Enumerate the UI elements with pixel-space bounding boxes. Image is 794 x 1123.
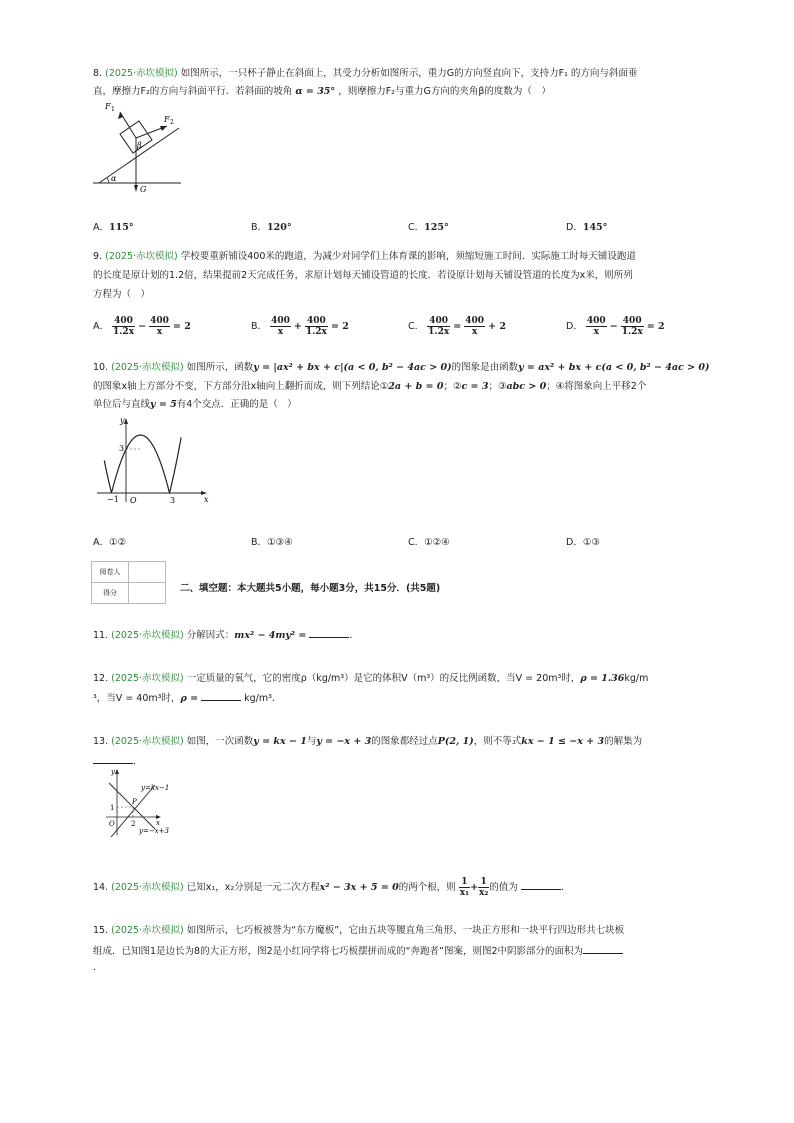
fraction — [464, 316, 485, 337]
numerator: 400 — [586, 316, 606, 326]
option-label: A． — [93, 321, 109, 332]
q15-text: 如图所示，七巧板被誉为“东方魔板”，它由五块等腰直角三角形、一块正方形和一块平行四边形共七块板 — [186, 925, 625, 936]
numerator: 400 — [112, 316, 135, 327]
fraction — [270, 316, 291, 337]
q14-number: 14. — [93, 882, 109, 893]
q13-text: ，则不等式 — [473, 736, 522, 747]
q8-alpha-arc — [107, 178, 109, 183]
q11-tail: ． — [349, 630, 359, 641]
q11-expr: mx² − 4my² = — [234, 630, 307, 641]
q11-text: 分解因式： — [186, 630, 235, 641]
q13-x-label: x — [156, 819, 160, 827]
q8-F2-label: F — [164, 115, 170, 124]
section2-title: 二、填空题：本大题共5小题，每小题3分，共15分．(共5题) — [180, 583, 441, 594]
q13-y-arrow — [115, 769, 119, 774]
q12-text: 一定质量的氧气，它的密度ρ（kg/m³）是它的体积V（m³）的反比例函数，当V = 20m³时， — [186, 673, 581, 684]
denominator: x₁ — [459, 888, 470, 898]
q12-source: (2025·赤坎模拟) — [111, 673, 184, 684]
option-value: ①③ — [582, 537, 600, 548]
q10-line1 — [93, 361, 709, 375]
q13-expr: kx − 1 ≤ −x + 3 — [521, 736, 605, 747]
q8-F1-label: F — [105, 102, 111, 111]
q12-number: 12. — [93, 673, 109, 684]
q13-origin: O — [109, 820, 115, 828]
q13-answer-blank[interactable] — [93, 753, 133, 764]
option-value: ①② — [109, 537, 127, 548]
q13-tick-2: 2 — [131, 820, 136, 828]
operator: − — [138, 321, 147, 332]
numerator: 400 — [305, 316, 328, 327]
q10-origin: O — [130, 496, 137, 505]
q10-expr: y = ax² + bx + c(a < 0, b² − 4ac > 0) — [518, 362, 710, 373]
option-label: B． — [251, 537, 268, 548]
fraction — [427, 316, 450, 337]
q9-option-d[interactable] — [566, 316, 665, 337]
q10-expr: y = 5 — [150, 399, 177, 410]
q9-option-c[interactable] — [408, 316, 506, 337]
q8-option-a[interactable] — [93, 219, 134, 233]
q10-option-d[interactable] — [566, 534, 600, 548]
operator: − — [609, 321, 618, 332]
q9-line2: 的长度是原计划的1.2倍，结果提前2天完成任务，求原计划每天铺设管道的长度．若设原计划每天铺设管道的长度为x米，则所列 — [93, 270, 633, 281]
option-label: D． — [566, 222, 583, 233]
q10-source: (2025·赤坎模拟) — [111, 362, 184, 373]
q8-text1: 如图所示，一只杯子静止在斜面上，其受力分析如图所示，重力G的方向竖直向下，支持力F₁ 的方向与斜面垂 — [180, 68, 638, 79]
q8-text2c: ，则摩擦力F₂与重力G方向的夹角β的度数为（ ） — [338, 86, 551, 97]
q13-expr: y = −x + 3 — [316, 736, 372, 747]
option-value: ①③④ — [267, 537, 293, 548]
q8-F2-sub: 2 — [170, 119, 174, 126]
q14-source: (2025·赤坎模拟) — [111, 882, 184, 893]
q9-option-b[interactable] — [251, 316, 349, 337]
rhs: = 2 — [172, 321, 191, 332]
q11-number: 11. — [93, 630, 109, 641]
score-cell[interactable] — [129, 583, 166, 604]
q13-point-P: P — [132, 798, 137, 806]
q10-expr: c = 3 — [461, 381, 489, 392]
q14-text: 的两个根，则 — [398, 882, 456, 893]
numerator: 400 — [150, 316, 169, 326]
q8-source: (2025·赤坎模拟) — [105, 68, 178, 79]
denominator: 1.2x — [428, 327, 450, 337]
q13-line1 — [93, 735, 642, 749]
q13-expr: y = kx − 1 — [253, 736, 307, 747]
score-label: 得分 — [92, 583, 129, 604]
rhs: = 2 — [646, 321, 665, 332]
denominator: x — [156, 327, 163, 337]
option-label: C． — [408, 321, 425, 332]
q8-number: 8. — [93, 68, 103, 79]
q9-number: 9. — [93, 251, 103, 262]
q13-tail: ． — [133, 756, 143, 767]
option-label: C． — [408, 537, 425, 548]
option-value: ①②④ — [424, 537, 450, 548]
option-value: 145° — [582, 222, 608, 233]
q10-text: 的图象是由函数 — [451, 362, 519, 373]
q8-line2 — [93, 85, 551, 99]
q12-line1 — [93, 672, 648, 686]
numerator: 400 — [271, 316, 290, 326]
q8-F1-sub: 1 — [111, 106, 115, 113]
q11-source: (2025·赤坎模拟) — [111, 630, 184, 641]
q9-source: (2025·赤坎模拟) — [105, 251, 178, 262]
operator: + — [293, 321, 302, 332]
q15-source: (2025·赤坎模拟) — [111, 925, 184, 936]
q12-text: kg/m³． — [244, 693, 282, 704]
q8-G-label: G — [140, 185, 147, 194]
fraction — [459, 877, 470, 898]
q10-expr: abc > 0 — [506, 381, 547, 392]
fraction — [586, 316, 607, 337]
q10-option-b[interactable] — [251, 534, 293, 548]
denominator: x — [593, 327, 599, 337]
q10-tick-3x: 3 — [170, 496, 176, 505]
q8-text2a: 直，摩擦力F₂的方向与斜面平行．若斜面的坡角 — [93, 86, 293, 97]
option-label: B． — [251, 222, 268, 233]
q13-graph — [93, 765, 183, 837]
numerator: 400 — [621, 316, 644, 327]
q10-text: ；② — [443, 381, 462, 392]
q8-option-d[interactable] — [566, 219, 607, 233]
option-label: A． — [93, 537, 109, 548]
q8-F2-head — [160, 126, 167, 131]
q14-line1 — [93, 877, 570, 898]
q8-G-head — [134, 185, 138, 192]
q12-answer-blank[interactable] — [201, 690, 241, 701]
score-table — [91, 561, 166, 604]
option-value: 115° — [109, 222, 134, 233]
q10-text: 的图象x轴上方部分不变，下方部分沿x轴向上翻折而成，则下列结论① — [93, 381, 389, 392]
q13-label-kx: y=kx−1 — [141, 784, 170, 792]
q13-label-negx: y=−x+3 — [139, 827, 169, 835]
numerator: 1 — [478, 877, 489, 888]
q10-text: 有4个交点．正确的是（ ） — [176, 399, 297, 410]
q11-line1 — [93, 627, 359, 643]
fraction — [621, 316, 644, 337]
q10-curve — [104, 435, 181, 493]
q10-text: ；④将图象向上平移2个 — [546, 381, 647, 392]
q8-beta-label: β — [137, 141, 142, 150]
q11-answer-blank[interactable] — [309, 627, 349, 638]
q14-answer-blank[interactable] — [521, 879, 561, 890]
option-label: D． — [566, 537, 583, 548]
q8-alpha-label: α — [111, 174, 117, 183]
q8-figure — [93, 100, 188, 195]
q13-expr: P(2, 1) — [437, 736, 474, 747]
q10-option-a[interactable] — [93, 534, 126, 548]
q10-option-c[interactable] — [408, 534, 450, 548]
q15-line3: ． — [93, 962, 103, 973]
q9-line3: 方程为（ ） — [93, 289, 151, 300]
q8-option-c[interactable] — [408, 219, 449, 233]
q14-text: 的值为 — [489, 882, 518, 893]
q9-option-a[interactable] — [93, 316, 191, 337]
q8-line1 — [93, 67, 637, 81]
q13-text: 的解集为 — [604, 736, 643, 747]
q12-line2 — [93, 690, 281, 706]
q13-source: (2025·赤坎模拟) — [111, 736, 184, 747]
grader-label: 阅卷人 — [92, 562, 129, 583]
q13-y-label: y — [111, 768, 115, 776]
q13-tick-1: 1 — [110, 804, 115, 812]
q10-tick-3y: 3 — [119, 444, 125, 453]
q10-y-arrow — [124, 418, 128, 424]
q14-tail: ． — [560, 882, 571, 893]
q10-expr: y = |ax² + bx + c|(a < 0, b² − 4ac > 0) — [253, 362, 452, 373]
q9-line1 — [93, 250, 636, 264]
q12-expr: ρ = 1.36 — [580, 673, 625, 684]
q12-text: ³，当V = 40m³时， — [93, 693, 181, 704]
q10-y-label: y — [120, 416, 125, 425]
q10-tick-m1: −1 — [107, 495, 119, 504]
denominator: x₂ — [479, 888, 489, 898]
q10-line2 — [93, 380, 646, 394]
q13-text: 如图，一次函数 — [186, 736, 254, 747]
q10-expr: 2a + b = 0 — [388, 381, 444, 392]
option-label: D． — [566, 321, 583, 332]
q15-line2 — [93, 943, 623, 959]
denominator: x — [277, 327, 284, 337]
q10-number: 10. — [93, 362, 109, 373]
q12-expr: ρ = — [180, 693, 199, 704]
q10-x-label: x — [204, 495, 209, 504]
q12-unit: kg/m — [624, 673, 649, 684]
q13-text: 的图象都经过点 — [371, 736, 438, 747]
numerator: 1 — [459, 877, 470, 888]
option-label: C． — [408, 222, 425, 233]
q14-expr: x² − 3x + 5 = 0 — [319, 882, 399, 893]
q13-text: 与 — [306, 736, 317, 747]
denominator: 1.2x — [621, 327, 643, 337]
numerator: 400 — [465, 316, 485, 326]
q8-option-b[interactable] — [251, 219, 292, 233]
q10-graph — [93, 412, 213, 506]
grader-cell[interactable] — [129, 562, 166, 583]
q10-text: 如图所示，函数 — [186, 362, 254, 373]
q10-line3 — [93, 398, 297, 412]
operator: + — [470, 882, 479, 893]
rhs: + 2 — [488, 321, 506, 332]
option-label: B． — [251, 321, 268, 332]
denominator: 1.2x — [305, 327, 327, 337]
q10-text: ；③ — [488, 381, 507, 392]
rhs: = 2 — [330, 321, 349, 332]
option-value: 125° — [424, 222, 449, 233]
q13-number: 13. — [93, 736, 109, 747]
q14-text: 已知x₁，x₂分别是一元二次方程 — [186, 882, 320, 893]
denominator: x — [471, 327, 478, 337]
option-label: A． — [93, 222, 109, 233]
numerator: 400 — [427, 316, 450, 327]
q10-text: 单位后与直线 — [93, 399, 151, 410]
q15-line1 — [93, 924, 624, 938]
fraction — [149, 316, 170, 337]
option-value: 120° — [267, 222, 292, 233]
denominator: 1.2x — [113, 327, 135, 337]
fraction — [305, 316, 328, 337]
q9-text1: 学校要重新铺设400米的跑道，为减少对同学们上体育课的影响，须缩短施工时间．实际施工时每天铺设跑道 — [180, 251, 636, 262]
q8-angle-expr: α = 35° — [295, 86, 336, 97]
q15-number: 15. — [93, 925, 109, 936]
fraction — [478, 877, 489, 898]
fraction — [112, 316, 135, 337]
q15-answer-blank[interactable] — [583, 943, 623, 954]
q15-text: 组成．已知图1是边长为8的大正方形，图2是小红同学将七巧板摆拼而成的“奔跑者”图案，则图2中阴影部分的面积为 — [93, 946, 584, 957]
operator: = — [453, 321, 462, 332]
